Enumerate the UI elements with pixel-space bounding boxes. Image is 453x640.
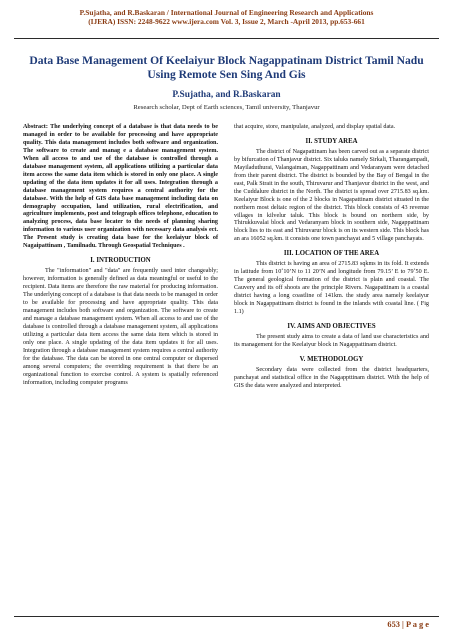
header-line-1: P.Sujatha, and R.Baskaran / International Journal of Engineering Research and Applications <box>79 8 374 17</box>
location-text: This district is having an area of 2715.83 sqkms in its fold. It extends in latitude from 10˚10’N to 11 20’N and longitude from 79.15’ E to 79˚50 E. The general geological formation of the district is plain and coastal. The Cauvery and its off shoots are the principle Rivers. Nagapattinam is a coastal district having a long coastline of 141km. the study area namely keelaiyur block in Nagappattinam district is found in the inlands with coastal line. ( Fig 1.1) <box>234 261 429 316</box>
introduction-continued: that acquire, store, manipulate, analyzed, and display spatial data. <box>234 124 396 130</box>
header-divider <box>14 38 439 39</box>
right-column <box>234 124 429 391</box>
left-column <box>23 124 218 388</box>
introduction-text: The "information" and "data" are frequently used inter changeably; however, information is generally defined as data meaningful or useful to the recipient. Data items are therefore the raw material for producing information. The underlying concept of a database is that data needs to be managed in order to be available for processing and have appropriate quality. This data management includes both software and organization. The software to create and manage a database management system. When all access to and use of the database is controlled through a database management system, all applications utilizing a particular data item access the same data item which is stored in only one place. A single updating of the data item updates it for all uses. Integration through a database management system requires a central authority for the database. The data can be stored in one central computer or dispersed among several computers; the overriding requirement is that there be an organizational function to exercise control. A system is spatially referenced information, including computer programs <box>23 268 218 386</box>
methodology-heading: V. METHODOLOGY <box>299 355 364 363</box>
abstract-label: Abstract: <box>23 124 48 130</box>
paper-title: Data Base Management Of Keelaiyur Block Nagappatinam District Tamil Nadu Using Remote Sen Sing And Gis <box>29 54 424 81</box>
paper-authors: P.Sujatha, and R.Baskaran <box>172 90 281 100</box>
introduction-heading: I. INTRODUCTION <box>90 257 151 265</box>
journal-header <box>14 8 439 27</box>
abstract-text: The underlying concept of a database is that data needs to be managed in order to be available for processing and have appropriate quality. This data management includes both software and organization. The software to create and manag e a database management system. When all access to and use of the database is controlled through a database management system, all applications utilizing a particular data item access the same data item which is stored in only one place. A single updating of the data item updates it for all uses. Integration through a database management system requires a central authority for the database. With the help of GIS data base management including data on demography occupation, land utilization, rural electrification, and agriculture implements, post and telegraph offices telephone, education to analyzing process, data base locater to the needs of planning sharing information to various user organization with necessary data analysis ect. The Present study is creating data base for the keelaiyur block of Nagaipattinam , Tamilnadu. Through Geospatial Techniques . <box>23 124 218 250</box>
aims-heading: IV. AIMS AND OBJECTIVES <box>287 322 376 330</box>
header-line-2: (IJERA) ISSN: 2248-9622 www.ijera.com Vol. 3, Issue 2, March -April 2013, pp.653-661 <box>88 17 365 27</box>
footer-divider <box>14 616 439 617</box>
methodology-text: Secondary data were collected from the district headquarters, panchayat and statistical office in the Nagappttinam district. With the help of GIS the data were analyzed and interpreted. <box>234 366 429 389</box>
page-number: 653 | P a g e <box>387 620 429 629</box>
abstract <box>23 124 218 251</box>
study-area-text: The district of Nagapattinam has been carved out as a separate district by bifurcation of Thanjavur district. Six taluks namely Sirkali, Tharangampadi, Mayiladuthurai, Valangaiman, Nagappattinam and Vedaranyam were detached from their parent district. The district is bounded by the Bay of Bengal in the east, Palk Strait in the south, Thiruvarur and Thanjavur district in the west, and the Cuddalure district in the North. The district is spread over 2715.83 sq.km. Keelaiyur Block is one of the 2 blocks in Nagapattinam district situated in the northern most deltaic region of the district. This block consists of 43 revenue villages in kilvelur taluk. This block is bound on northern side, by Thirukkuvalai block and Vedaranyam block in southern side, Nagappattinam block lies to its east and Thiruvarur block is on its western side. This block has an ara 16052 sq.km. it consists one town panchayat and 5 village panchayats. <box>234 148 429 243</box>
location-heading: III. LOCATION OF THE AREA <box>283 250 380 258</box>
paper-affiliation: Research scholar, Dept of Earth sciences, Tamil university, Thanjavur <box>133 104 320 111</box>
study-area-heading: II. STUDY AREA <box>305 137 358 145</box>
aims-text: The present study aims to create a data of land use characteristics and its management for the Keelaiyur block in Nagappattinam district. <box>234 333 429 348</box>
